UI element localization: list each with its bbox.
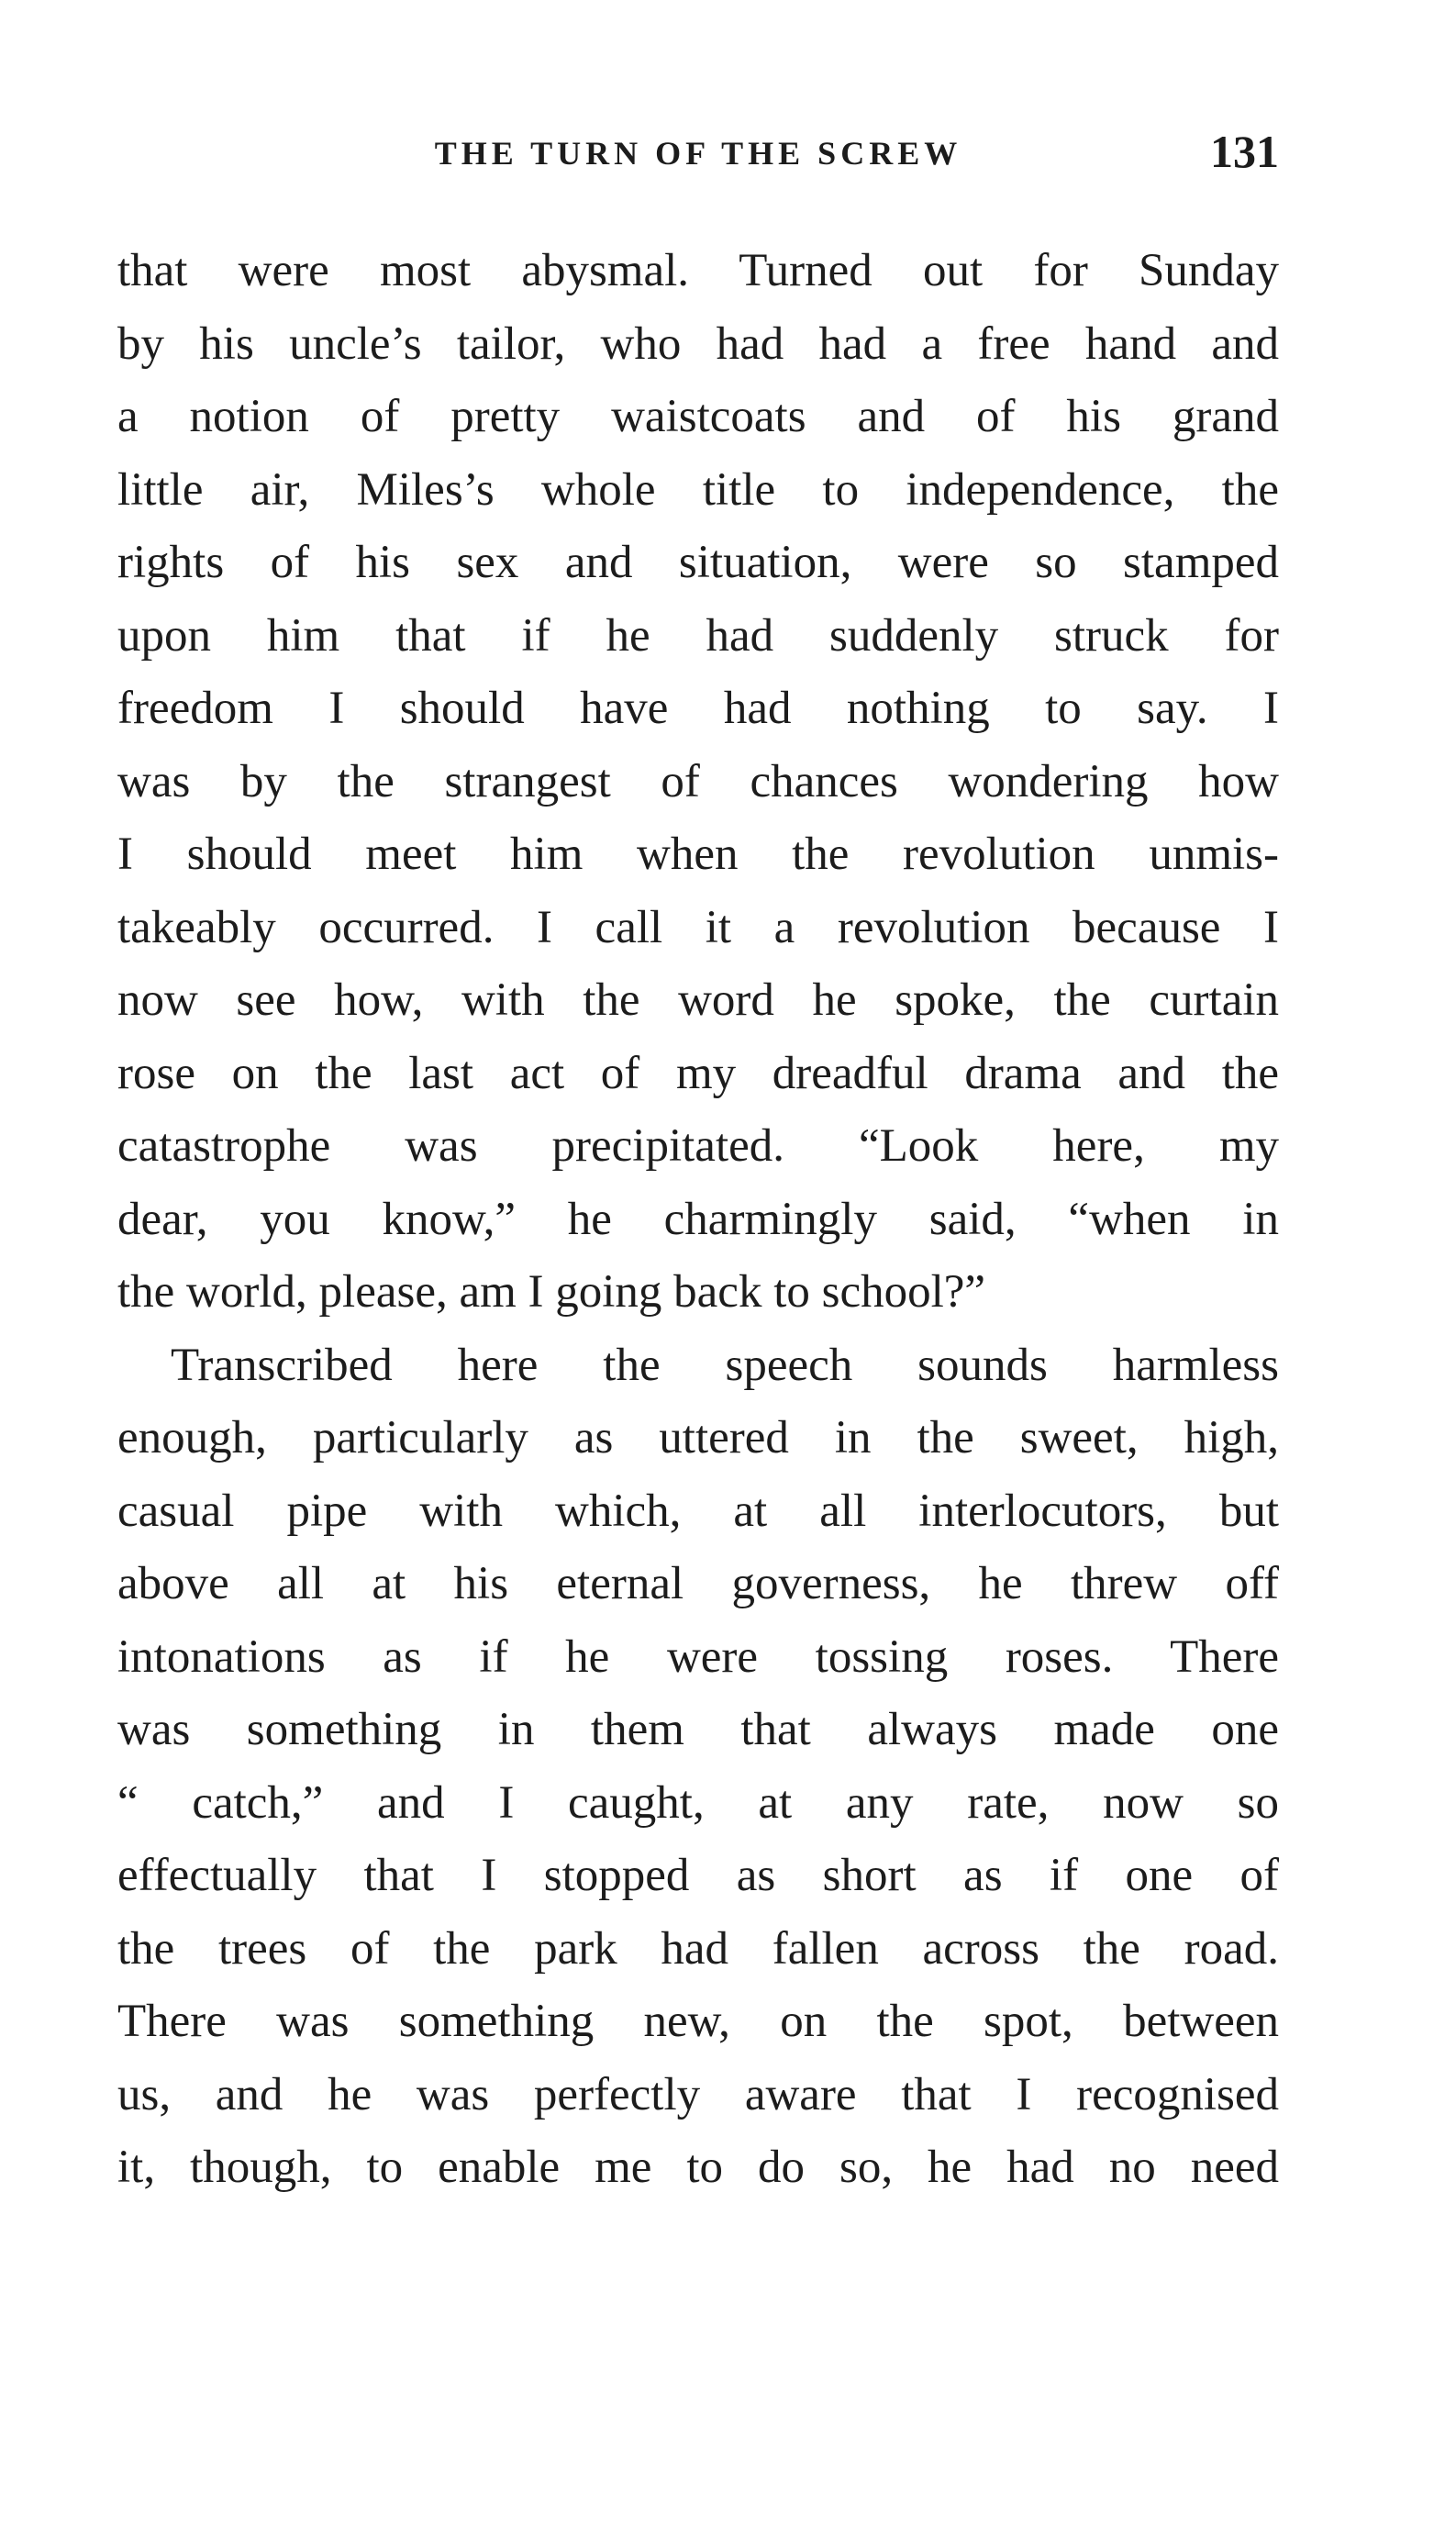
paragraph-1 — [117, 235, 1279, 1330]
text-line: little air, Miles’s whole title to independence, the — [117, 463, 1279, 516]
text-line: that were most abysmal. Turned out for Sunday — [117, 245, 1279, 296]
text-line: the trees of the park had fallen across the road. — [117, 1922, 1279, 1975]
text-line: catastrophe was precipitated. “Look here, my — [117, 1120, 1279, 1172]
text-line: above all at his eternal governess, he threw off — [117, 1558, 1279, 1609]
text-line: a notion of pretty waistcoats and of his grand — [117, 391, 1279, 442]
text-line: intonations as if he were tossing roses. There — [117, 1630, 1279, 1683]
text-line: it, though, to enable me to do so, he had no need — [117, 2142, 1279, 2193]
text-line: by his uncle’s tailor, who had had a free hand and — [117, 317, 1279, 370]
text-line: now see how, with the word he spoke, the curtain — [117, 974, 1279, 1026]
text-line: us, and he was perfectly aware that I recognised — [117, 2068, 1279, 2120]
text-line: upon him that if he had suddenly struck for — [117, 609, 1279, 662]
text-line: effectually that I stopped as short as if one of — [117, 1850, 1279, 1901]
text-line: enough, particularly as uttered in the sweet, high, — [117, 1412, 1279, 1463]
text-line: was by the strangest of chances wondering how — [117, 755, 1279, 807]
text-line: “ catch,” and I caught, at any rate, now so — [117, 1776, 1279, 1829]
page-number: 131 — [1210, 126, 1279, 177]
text-line: takeably occurred. I call it a revolution because I — [117, 901, 1279, 953]
text-line: rose on the last act of my dreadful drama and the — [117, 1047, 1279, 1099]
text-line: the world, please, am I going back to school?” — [117, 1266, 986, 1318]
paragraph-2 — [117, 1330, 1279, 2205]
text-line: dear, you know,” he charmingly said, “when in — [117, 1193, 1279, 1245]
text-line: There was something new, on the spot, between — [117, 1996, 1279, 2047]
running-head — [117, 121, 1279, 185]
running-title: THE TURN OF THE SCREW — [434, 135, 962, 172]
text-line: was something in them that always made one — [117, 1704, 1279, 1755]
text-line: Transcribed here the speech sounds harmless — [171, 1339, 1279, 1391]
text-line: I should meet him when the revolution unmis- — [117, 829, 1279, 880]
body-text — [117, 235, 1279, 2205]
text-line: freedom I should have had nothing to say. I — [117, 683, 1279, 734]
text-line: casual pipe with which, at all interlocutors, but — [117, 1485, 1279, 1537]
text-line: rights of his sex and situation, were so stamped — [117, 537, 1279, 588]
